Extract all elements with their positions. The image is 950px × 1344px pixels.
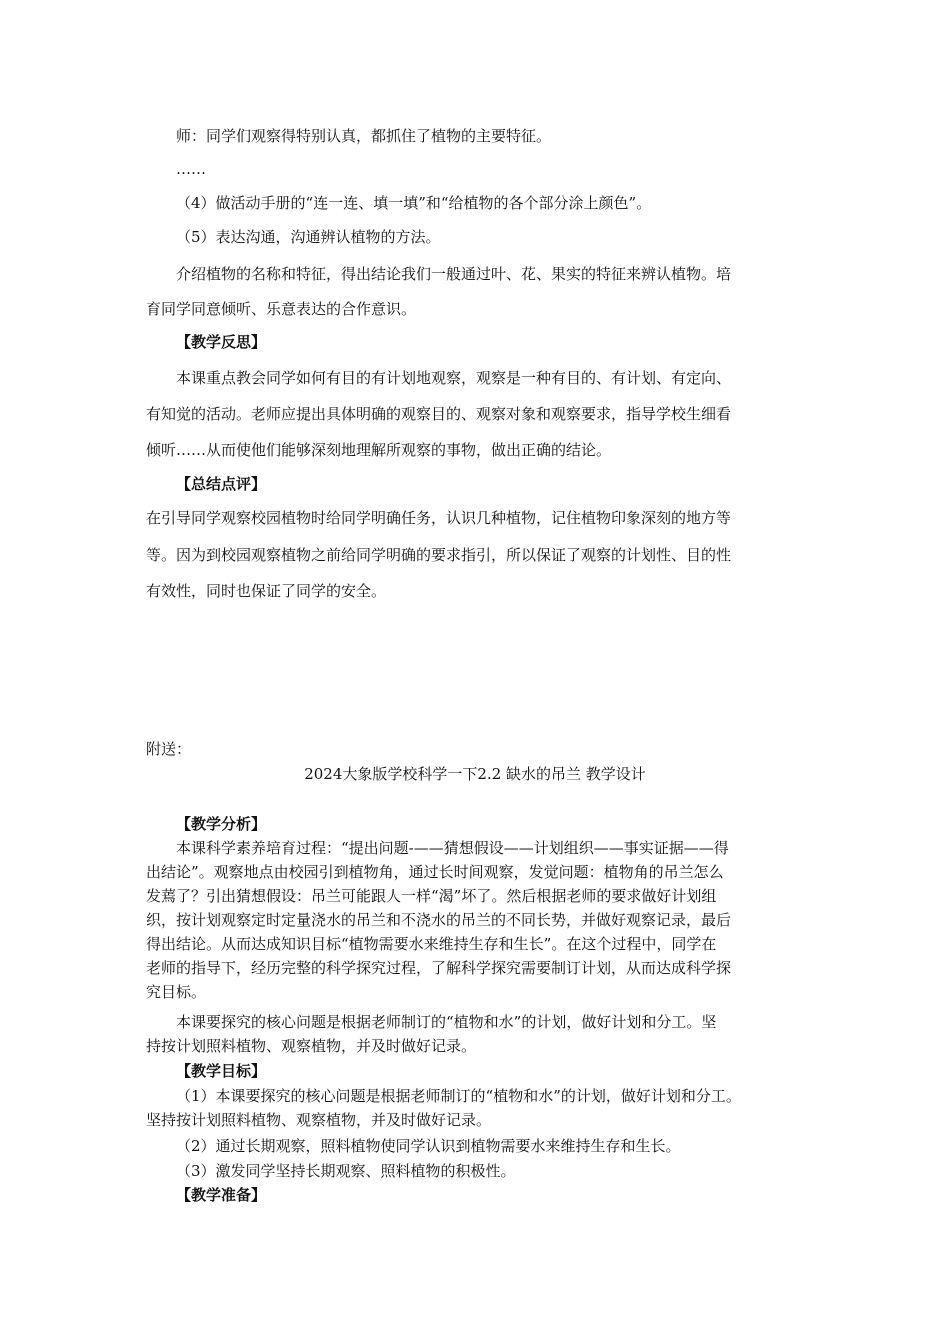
ellipsis-text: …… xyxy=(176,160,206,178)
paragraph-analysis-line-7: 究目标。 xyxy=(146,983,207,1001)
heading-summary-review: 【总结点评】 xyxy=(176,475,267,493)
paragraph-reflection-line-3: 倾听……从而使他们能够深刻地理解所观察的事物，做出正确的结论。 xyxy=(146,441,612,459)
paragraph-analysis-line-5: 得出结论。从而达成知识目标“植物需要水来维持生存和生长”。在这个过程中，同学在 xyxy=(146,935,717,953)
paragraph-analysis-line-3: 发蔫了？引出猜想假设：吊兰可能跟人一样“渴”坏了。然后根据老师的要求做好计划组 xyxy=(146,887,717,905)
paragraph-analysis-line-6: 老师的指导下，经历完整的科学探究过程，了解科学探究需要制订计划，从而达成科学探 xyxy=(146,959,732,977)
document-title: 2024大象版学校科学一下2.2 缺水的吊兰 教学设计 xyxy=(304,765,646,783)
paragraph-analysis-line-1: 本课科学素养培育过程：“提出问题-——猜想假设——计划组织——事实证据——得 xyxy=(176,839,729,857)
goal-3: （3）激发同学坚持长期观察、照料植物的积极性。 xyxy=(176,1162,516,1180)
heading-teaching-goals: 【教学目标】 xyxy=(176,1062,267,1080)
goal-1-line-2: 坚持按计划照料植物、观察植物，并及时做好记录。 xyxy=(146,1111,492,1129)
paragraph-analysis-line-4: 织，按计划观察定时定量浇水的吊兰和不浇水的吊兰的不同长势，并做好观察记录，最后 xyxy=(146,911,732,929)
heading-teaching-analysis: 【教学分析】 xyxy=(176,815,267,833)
paragraph-summary-line-3: 有效性，同时也保证了同学的安全。 xyxy=(146,582,387,600)
paragraph-summary-line-2: 等。因为到校园观察植物之前给同学明确的要求指引，所以保证了观察的计划性、目的性 xyxy=(146,546,732,564)
paragraph-reflection-line-1: 本课重点教会同学如何有目的有计划地观察，观察是一种有目的、有计划、有定向、 xyxy=(176,369,732,387)
heading-teaching-reflection: 【教学反思】 xyxy=(176,333,267,351)
paragraph-reflection-line-2: 有知觉的活动。老师应提出具体明确的观察目的、观察对象和观察要求，指导学校生细看 xyxy=(146,405,732,423)
attached-label: 附送： xyxy=(146,740,192,758)
paragraph-summary-line-1: 在引导同学观察校园植物时给同学明确任务，认识几种植物，记住植物印象深刻的地方等 xyxy=(146,509,732,527)
goal-1-line-1: （1）本课要探究的核心问题是根据老师制订的“植物和水”的计划，做好计划和分工。 xyxy=(176,1087,741,1105)
paragraph-teacher-remark: 师：同学们观察得特别认真，都抓住了植物的主要特征。 xyxy=(176,127,552,145)
paragraph-intro-line-2: 育同学同意倾听、乐意表达的合作意识。 xyxy=(146,300,417,318)
paragraph-analysis-line-2: 出结论”。观察地点由校园引到植物角，通过长时间观察，发觉问题：植物角的吊兰怎么 xyxy=(146,863,724,881)
paragraph-core-question-line-1: 本课要探究的核心问题是根据老师制订的“植物和水”的计划，做好计划和分工。坚 xyxy=(176,1013,717,1031)
paragraph-core-question-line-2: 持按计划照料植物、观察植物，并及时做好记录。 xyxy=(146,1037,477,1055)
paragraph-step-5: （5）表达沟通，沟通辨认植物的方法。 xyxy=(176,228,441,246)
goal-2: （2）通过长期观察，照料植物使同学认识到植物需要水来维持生存和生长。 xyxy=(176,1137,681,1155)
paragraph-intro-line-1: 介绍植物的名称和特征，得出结论我们一般通过叶、花、果实的特征来辨认植物。培 xyxy=(176,265,732,283)
paragraph-step-4: （4）做活动手册的“连一连、填一填”和“给植物的各个部分涂上颜色”。 xyxy=(176,194,652,212)
heading-teaching-preparation: 【教学准备】 xyxy=(176,1186,267,1204)
